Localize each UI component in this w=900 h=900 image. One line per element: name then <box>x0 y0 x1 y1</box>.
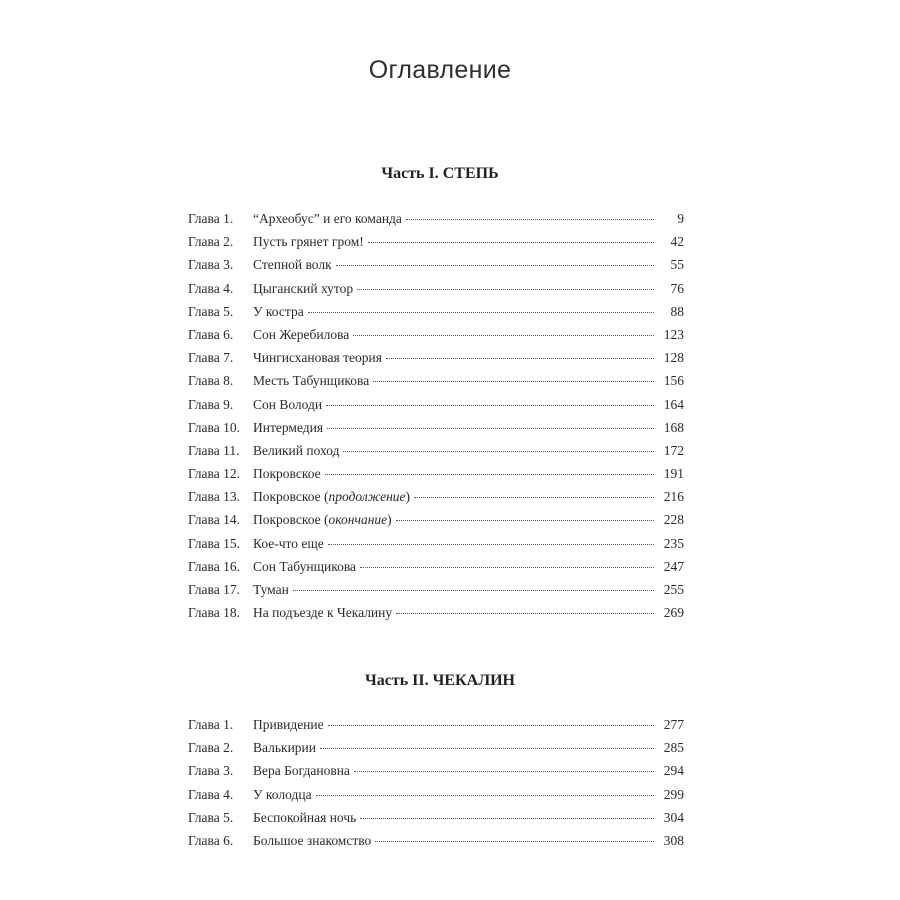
toc-entry <box>188 327 684 350</box>
page-number: 247 <box>663 558 684 574</box>
chapter-title: Сон Табунщикова <box>253 558 357 574</box>
page-title: Оглавление <box>368 56 512 84</box>
toc-list <box>188 717 684 856</box>
chapter-number: Глава 5. <box>188 809 234 825</box>
toc-entry <box>188 420 684 443</box>
chapter-number: Глава 12. <box>188 466 240 482</box>
chapter-number: Глава 13. <box>188 489 240 505</box>
chapter-title: Туман <box>253 582 289 597</box>
dot-leader <box>414 497 654 498</box>
page-number: 216 <box>663 489 684 505</box>
chapter-number: Глава 7. <box>188 350 234 366</box>
page-number: 55 <box>670 257 684 273</box>
chapter-title: Сон Володи <box>253 396 323 412</box>
toc-entry <box>188 605 684 628</box>
toc-entry <box>188 466 684 489</box>
chapter-number: Глава 1. <box>188 717 234 732</box>
dot-leader <box>373 381 654 382</box>
dot-leader <box>368 242 654 243</box>
chapter-title: Покровское <box>253 466 321 482</box>
chapter-number: Глава 8. <box>188 373 234 389</box>
page-number: 88 <box>670 303 684 319</box>
toc-entry <box>188 763 684 786</box>
toc-entry <box>188 397 684 420</box>
page-number: 172 <box>663 442 684 458</box>
chapter-title: Покровское (окончание) <box>253 512 392 528</box>
page-number: 191 <box>663 466 684 482</box>
dot-leader <box>343 451 654 452</box>
page-number: 235 <box>663 535 684 551</box>
page-number: 156 <box>663 373 684 389</box>
toc-list <box>188 211 684 628</box>
chapter-title: У костра <box>253 303 304 319</box>
dot-leader <box>328 544 654 545</box>
chapter-number: Глава 11. <box>188 442 240 458</box>
page-number: 308 <box>663 832 684 848</box>
toc-entry <box>188 787 684 810</box>
toc-entry <box>188 536 684 559</box>
chapter-title: Валькирии <box>253 740 316 756</box>
toc-entry <box>188 257 684 280</box>
page-number: 269 <box>663 605 684 621</box>
chapter-number: Глава 4. <box>188 786 234 802</box>
chapter-title: Чингисхановая теория <box>253 350 382 366</box>
chapter-number: Глава 17. <box>188 582 240 597</box>
chapter-title: “Археобус” и его команда <box>253 211 402 226</box>
chapter-number: Глава 3. <box>188 763 234 779</box>
chapter-title: Привидение <box>253 717 324 732</box>
page-number: 299 <box>663 786 684 802</box>
dot-leader <box>354 771 654 772</box>
dot-leader <box>396 613 654 614</box>
chapter-title: У колодца <box>253 786 312 802</box>
dot-leader <box>327 428 654 429</box>
dot-leader <box>386 358 654 359</box>
part-heading: Часть II. ЧЕКАЛИН <box>365 672 515 689</box>
dot-leader <box>326 405 654 406</box>
dot-leader <box>316 795 654 796</box>
toc-entry <box>188 281 684 304</box>
page-number: 76 <box>670 280 684 296</box>
toc-entry <box>188 373 684 396</box>
chapter-title: Интермедия <box>253 419 324 435</box>
chapter-title: Вера Богдановна <box>253 763 350 779</box>
chapter-title: Беспокойная ночь <box>253 809 357 825</box>
chapter-number: Глава 3. <box>188 257 234 273</box>
dot-leader <box>360 818 654 819</box>
chapter-number: Глава 6. <box>188 832 234 848</box>
dot-leader <box>320 748 654 749</box>
chapter-number: Глава 14. <box>188 512 240 528</box>
chapter-number: Глава 16. <box>188 558 240 574</box>
chapter-title: Покровское (продолжение) <box>253 489 411 505</box>
page-number: 128 <box>663 350 684 366</box>
toc-entry <box>188 582 684 605</box>
chapter-title: Степной волк <box>253 257 332 273</box>
page-number: 42 <box>670 234 684 250</box>
chapter-number: Глава 6. <box>188 326 234 342</box>
dot-leader <box>308 312 654 313</box>
chapter-number: Глава 18. <box>188 605 240 621</box>
dot-leader <box>357 289 654 290</box>
toc-entry <box>188 810 684 833</box>
dot-leader <box>336 265 654 266</box>
dot-leader <box>375 841 654 842</box>
chapter-number: Глава 10. <box>188 419 240 435</box>
chapter-title: На подъезде к Чекалину <box>253 605 393 621</box>
chapter-title: Цыганский хутор <box>253 280 354 296</box>
toc-entry <box>188 489 684 512</box>
toc-entry <box>188 304 684 327</box>
page-number: 285 <box>663 740 684 756</box>
toc-entry <box>188 211 684 234</box>
chapter-number: Глава 2. <box>188 740 234 756</box>
chapter-title: Большое знакомство <box>253 832 372 848</box>
chapter-title: Пусть грянет гром! <box>253 234 364 250</box>
page-number: 294 <box>663 763 684 779</box>
toc-entry <box>188 350 684 373</box>
chapter-number: Глава 1. <box>188 211 234 226</box>
chapter-number: Глава 5. <box>188 303 234 319</box>
page-number: 277 <box>663 717 684 732</box>
dot-leader <box>353 335 654 336</box>
page-number: 304 <box>663 809 684 825</box>
chapter-number: Глава 4. <box>188 280 234 296</box>
dot-leader <box>293 590 654 591</box>
dot-leader <box>396 520 654 521</box>
page-number: 123 <box>663 326 684 342</box>
page-number: 255 <box>663 582 684 597</box>
chapter-title: Сон Жеребилова <box>253 326 350 342</box>
toc-entry <box>188 717 684 740</box>
toc-entry <box>188 512 684 535</box>
chapter-number: Глава 2. <box>188 234 234 250</box>
page-number: 168 <box>663 419 684 435</box>
toc-entry <box>188 443 684 466</box>
toc-entry <box>188 234 684 257</box>
chapter-number: Глава 15. <box>188 535 240 551</box>
chapter-title: Кое-что еще <box>253 535 324 551</box>
toc-entry <box>188 833 684 856</box>
dot-leader <box>406 219 654 220</box>
page-number: 228 <box>663 512 684 528</box>
dot-leader <box>325 474 654 475</box>
chapter-number: Глава 9. <box>188 396 234 412</box>
part-heading: Часть I. СТЕПЬ <box>381 165 499 182</box>
dot-leader <box>328 725 654 726</box>
page-number: 9 <box>677 211 684 226</box>
page-number: 164 <box>663 396 684 412</box>
toc-entry <box>188 740 684 763</box>
dot-leader <box>360 567 654 568</box>
chapter-title: Месть Табунщикова <box>253 373 370 389</box>
toc-entry <box>188 559 684 582</box>
chapter-title: Великий поход <box>253 442 340 458</box>
